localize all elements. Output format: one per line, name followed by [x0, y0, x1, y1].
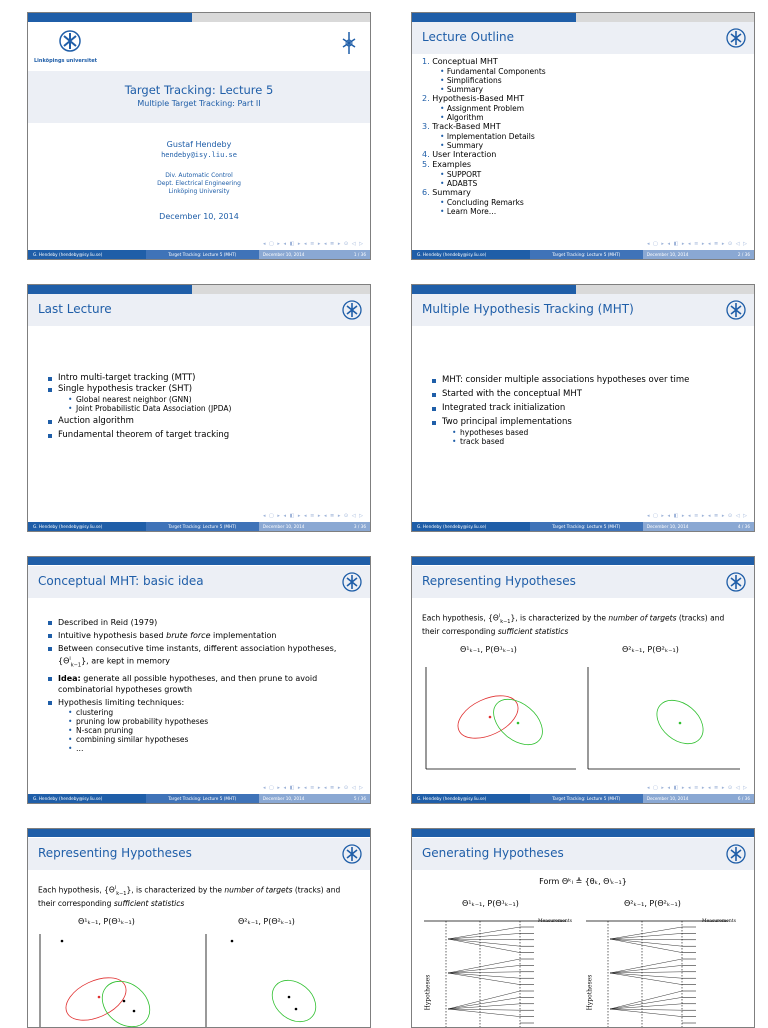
- slide1-date: December 10, 2014: [159, 212, 239, 221]
- description-text: Each hypothesis, $\{\Theta^i_{k-1}\}$, is characterized by the number of targets (tracks) and their corresponding sufficient statistics: [38, 885, 341, 908]
- author-email: hendeby@isy.liu.se: [161, 151, 237, 159]
- crest-icon: [338, 29, 360, 57]
- title-band: [28, 71, 370, 123]
- author-name: Gustaf Hendeby: [166, 140, 232, 149]
- footer: [412, 522, 754, 531]
- outline-section[interactable]: 1. Conceptual MHT: [422, 57, 498, 66]
- page-number: 2 / 36: [737, 252, 750, 257]
- liu-logo-icon: [342, 300, 362, 320]
- outline-subsection[interactable]: • Implementation Details: [422, 132, 546, 141]
- liu-logo-icon: [342, 572, 362, 592]
- hypothesis-2-label: Θ²ₖ₋₁, P(Θ²ₖ₋₁): [622, 645, 679, 654]
- top-bar: [28, 285, 370, 294]
- y-axis-label: Hypotheses: [586, 974, 594, 1011]
- outline-subsection[interactable]: • Fundamental Components: [422, 67, 546, 76]
- outline-subsection[interactable]: • Simplifications: [422, 76, 546, 85]
- footer-title: Target Tracking: Lecture 5 (MHT): [146, 522, 259, 531]
- slide-mht-intro: [411, 284, 755, 532]
- nav-symbols[interactable]: ◂ ▢ ▸ ◂ ◧ ▸ ◂ ≡ ▸ ◂ ≣ ▸ ⊙ ◁ ▷: [646, 513, 748, 519]
- list-item: Between consecutive time instants, different association hypotheses, $\{\Theta^i_{k-1}\}$, are kept in memory: [48, 643, 358, 671]
- list-item: Idea: generate all possible hypotheses, and then prune to avoid combinatorial hypotheses growth: [48, 673, 358, 695]
- sub-item: • Joint Probabilistic Data Association (JPDA): [68, 404, 231, 413]
- footer-author: G. Hendeby (hendeby@isy.liu.se): [28, 522, 146, 531]
- sub-item: • Global nearest neighbor (GNN): [68, 395, 231, 404]
- formula: Form Θᵏₗ ≜ {θₖ, Θⁱₖ₋₁}: [539, 877, 627, 886]
- hypothesis-plots: [418, 657, 750, 775]
- sub-item: • clustering: [68, 708, 358, 717]
- footer-author: G. Hendeby (hendeby@isy.liu.se): [412, 522, 530, 531]
- hypothesis-1-label: Θ¹ₖ₋₁, P(Θ¹ₖ₋₁): [78, 917, 135, 926]
- footer-author: G. Hendeby (hendeby@isy.liu.se): [28, 250, 146, 259]
- list-item: Intuitive hypothesis based brute force implementation: [48, 630, 358, 641]
- footer-author: G. Hendeby (hendeby@isy.liu.se): [412, 794, 530, 803]
- y-axis-label: Hypotheses: [424, 974, 432, 1011]
- outline-section[interactable]: 3. Track-Based MHT: [422, 122, 501, 131]
- list-item: Intro multi-target tracking (MTT): [48, 373, 231, 384]
- footer-date: December 10, 2014: [646, 524, 689, 529]
- list-item: Auction algorithm: [48, 416, 231, 427]
- page-number: 1 / 36: [353, 252, 366, 257]
- footer-title: Target Tracking: Lecture 5 (MHT): [530, 794, 643, 803]
- sub-item: • …: [68, 744, 358, 753]
- frame-title: Generating Hypotheses: [412, 838, 754, 870]
- sub-item: • combining similar hypotheses: [68, 735, 358, 744]
- footer-date: December 10, 2014: [262, 252, 305, 257]
- list-item: MHT: consider multiple associations hypotheses over time: [432, 375, 689, 386]
- sub-item: • track based: [452, 437, 689, 446]
- section-nav-bar: [412, 829, 754, 837]
- footer-date: December 10, 2014: [262, 796, 305, 801]
- bullet-list: [48, 373, 231, 441]
- slide1-subtitle: Multiple Target Tracking: Part II: [137, 99, 261, 108]
- outline-subsection[interactable]: • Algorithm: [422, 113, 546, 122]
- hypothesis-tree-diagram: [416, 913, 752, 1028]
- slide-basic-idea: [27, 556, 371, 804]
- list-item: Single hypothesis tracker (SHT) • Global nearest neighbor (GNN) • Joint Probabilistic Data Association (JPDA): [48, 384, 231, 413]
- footer-title: Target Tracking: Lecture 5 (MHT): [530, 522, 643, 531]
- liu-logo-icon: [56, 29, 84, 55]
- hypothesis-2-label: Θ²ₖ₋₁, P(Θ²ₖ₋₁): [624, 899, 681, 908]
- page-number: 5 / 36: [353, 796, 366, 801]
- section-nav-bar: [28, 557, 370, 565]
- list-item: Described in Reid (1979): [48, 617, 358, 628]
- sub-item: • N-scan pruning: [68, 726, 358, 735]
- hypothesis-2-label: Θ²ₖ₋₁, P(Θ²ₖ₋₁): [238, 917, 295, 926]
- slide-generating-hypotheses: [411, 828, 755, 1028]
- footer-title: Target Tracking: Lecture 5 (MHT): [146, 250, 259, 259]
- list-item: Two principal implementations • hypotheses based • track based: [432, 417, 689, 446]
- slide1-title: Target Tracking: Lecture 5: [124, 83, 274, 97]
- nav-symbols[interactable]: ◂ ▢ ▸ ◂ ◧ ▸ ◂ ≡ ▸ ◂ ≣ ▸ ⊙ ◁ ▷: [646, 241, 748, 247]
- affiliation-1: Div. Automatic Control: [165, 172, 233, 179]
- liu-logo-icon: [726, 300, 746, 320]
- list-item: Started with the conceptual MHT: [432, 389, 689, 400]
- footer: [412, 250, 754, 259]
- page-number: 4 / 36: [737, 524, 750, 529]
- description-text: Each hypothesis, $\{\Theta^i_{k-1}\}$, is characterized by the number of targets (tracks) and their corresponding sufficient statistics: [422, 613, 725, 636]
- affiliation-3: Linköping University: [168, 188, 230, 195]
- footer: [28, 522, 370, 531]
- page-number: 3 / 36: [353, 524, 366, 529]
- page-number: 6 / 36: [737, 796, 750, 801]
- footer-author: G. Hendeby (hendeby@isy.liu.se): [28, 794, 146, 803]
- liu-logo-icon: [342, 844, 362, 864]
- frame-title: Representing Hypotheses: [28, 838, 370, 870]
- section-nav-bar: [28, 829, 370, 837]
- top-bar: [412, 285, 754, 294]
- outline-subsection[interactable]: • Concluding Remarks: [422, 198, 546, 207]
- outline-subsection[interactable]: • SUPPORT: [422, 170, 546, 179]
- outline-subsection[interactable]: • Summary: [422, 141, 546, 150]
- frame-title: Last Lecture: [28, 294, 370, 326]
- outline-subsection[interactable]: • Learn More…: [422, 207, 546, 216]
- slide-outline: [411, 12, 755, 260]
- slide-title: [27, 12, 371, 260]
- liu-logo-icon: [726, 28, 746, 48]
- bullet-list: [48, 617, 358, 753]
- measurements-label: Measurements: [702, 919, 736, 924]
- footer-author: G. Hendeby (hendeby@isy.liu.se): [412, 250, 530, 259]
- footer-date: December 10, 2014: [646, 252, 689, 257]
- hypothesis-plots: [34, 929, 366, 1028]
- top-bar: [28, 13, 370, 22]
- liu-logo-icon: [726, 572, 746, 592]
- hypothesis-1-label: Θ¹ₖ₋₁, P(Θ¹ₖ₋₁): [462, 899, 519, 908]
- sub-item: • hypotheses based: [452, 428, 689, 437]
- slide-representing-hypotheses: [411, 556, 755, 804]
- outline-section[interactable]: 2. Hypothesis-Based MHT: [422, 94, 525, 103]
- slide-last-lecture: [27, 284, 371, 532]
- nav-symbols[interactable]: ◂ ▢ ▸ ◂ ◧ ▸ ◂ ≡ ▸ ◂ ≣ ▸ ⊙ ◁ ▷: [262, 513, 364, 519]
- footer: [28, 794, 370, 803]
- affiliation-2: Dept. Electrical Engineering: [157, 180, 241, 187]
- frame-title: Multiple Hypothesis Tracking (MHT): [412, 294, 754, 326]
- frame-title: Lecture Outline: [412, 22, 754, 54]
- frame-title: Conceptual MHT: basic idea: [28, 566, 370, 598]
- measurements-label: Measurements: [538, 919, 572, 924]
- liu-logo-icon: [726, 844, 746, 864]
- footer: [412, 794, 754, 803]
- list-item: Hypothesis limiting techniques: • clustering • pruning low probability hypotheses • N-scan pruning • combining similar hypotheses • …: [48, 697, 358, 753]
- nav-symbols[interactable]: ◂ ▢ ▸ ◂ ◧ ▸ ◂ ≡ ▸ ◂ ≣ ▸ ⊙ ◁ ▷: [646, 785, 748, 791]
- list-item: Integrated track initialization: [432, 403, 689, 414]
- footer-date: December 10, 2014: [646, 796, 689, 801]
- outline-subsection[interactable]: • Assignment Problem: [422, 104, 546, 113]
- outline-section[interactable]: 4. User Interaction: [422, 150, 497, 159]
- university-label: Linköpings universitet: [34, 58, 98, 64]
- outline-subsection[interactable]: • Summary: [422, 85, 546, 94]
- list-item: Fundamental theorem of target tracking: [48, 430, 231, 441]
- footer-title: Target Tracking: Lecture 5 (MHT): [146, 794, 259, 803]
- outline-section[interactable]: 6. Summary: [422, 188, 471, 197]
- sub-item: • pruning low probability hypotheses: [68, 717, 358, 726]
- outline-subsection[interactable]: • ADABTS: [422, 179, 546, 188]
- footer-date: December 10, 2014: [262, 524, 305, 529]
- section-nav-bar: [412, 557, 754, 565]
- outline-section[interactable]: 5. Examples: [422, 160, 472, 169]
- bullet-list: [432, 375, 689, 446]
- outline-list: [422, 57, 546, 216]
- nav-symbols[interactable]: ◂ ▢ ▸ ◂ ◧ ▸ ◂ ≡ ▸ ◂ ≣ ▸ ⊙ ◁ ▷: [262, 241, 364, 247]
- hypothesis-1-label: Θ¹ₖ₋₁, P(Θ¹ₖ₋₁): [460, 645, 517, 654]
- top-bar: [412, 13, 754, 22]
- footer-title: Target Tracking: Lecture 5 (MHT): [530, 250, 643, 259]
- slide-representing-hypotheses-2: [27, 828, 371, 1028]
- nav-symbols[interactable]: ◂ ▢ ▸ ◂ ◧ ▸ ◂ ≡ ▸ ◂ ≣ ▸ ⊙ ◁ ▷: [262, 785, 364, 791]
- footer: [28, 250, 370, 259]
- frame-title: Representing Hypotheses: [412, 566, 754, 598]
